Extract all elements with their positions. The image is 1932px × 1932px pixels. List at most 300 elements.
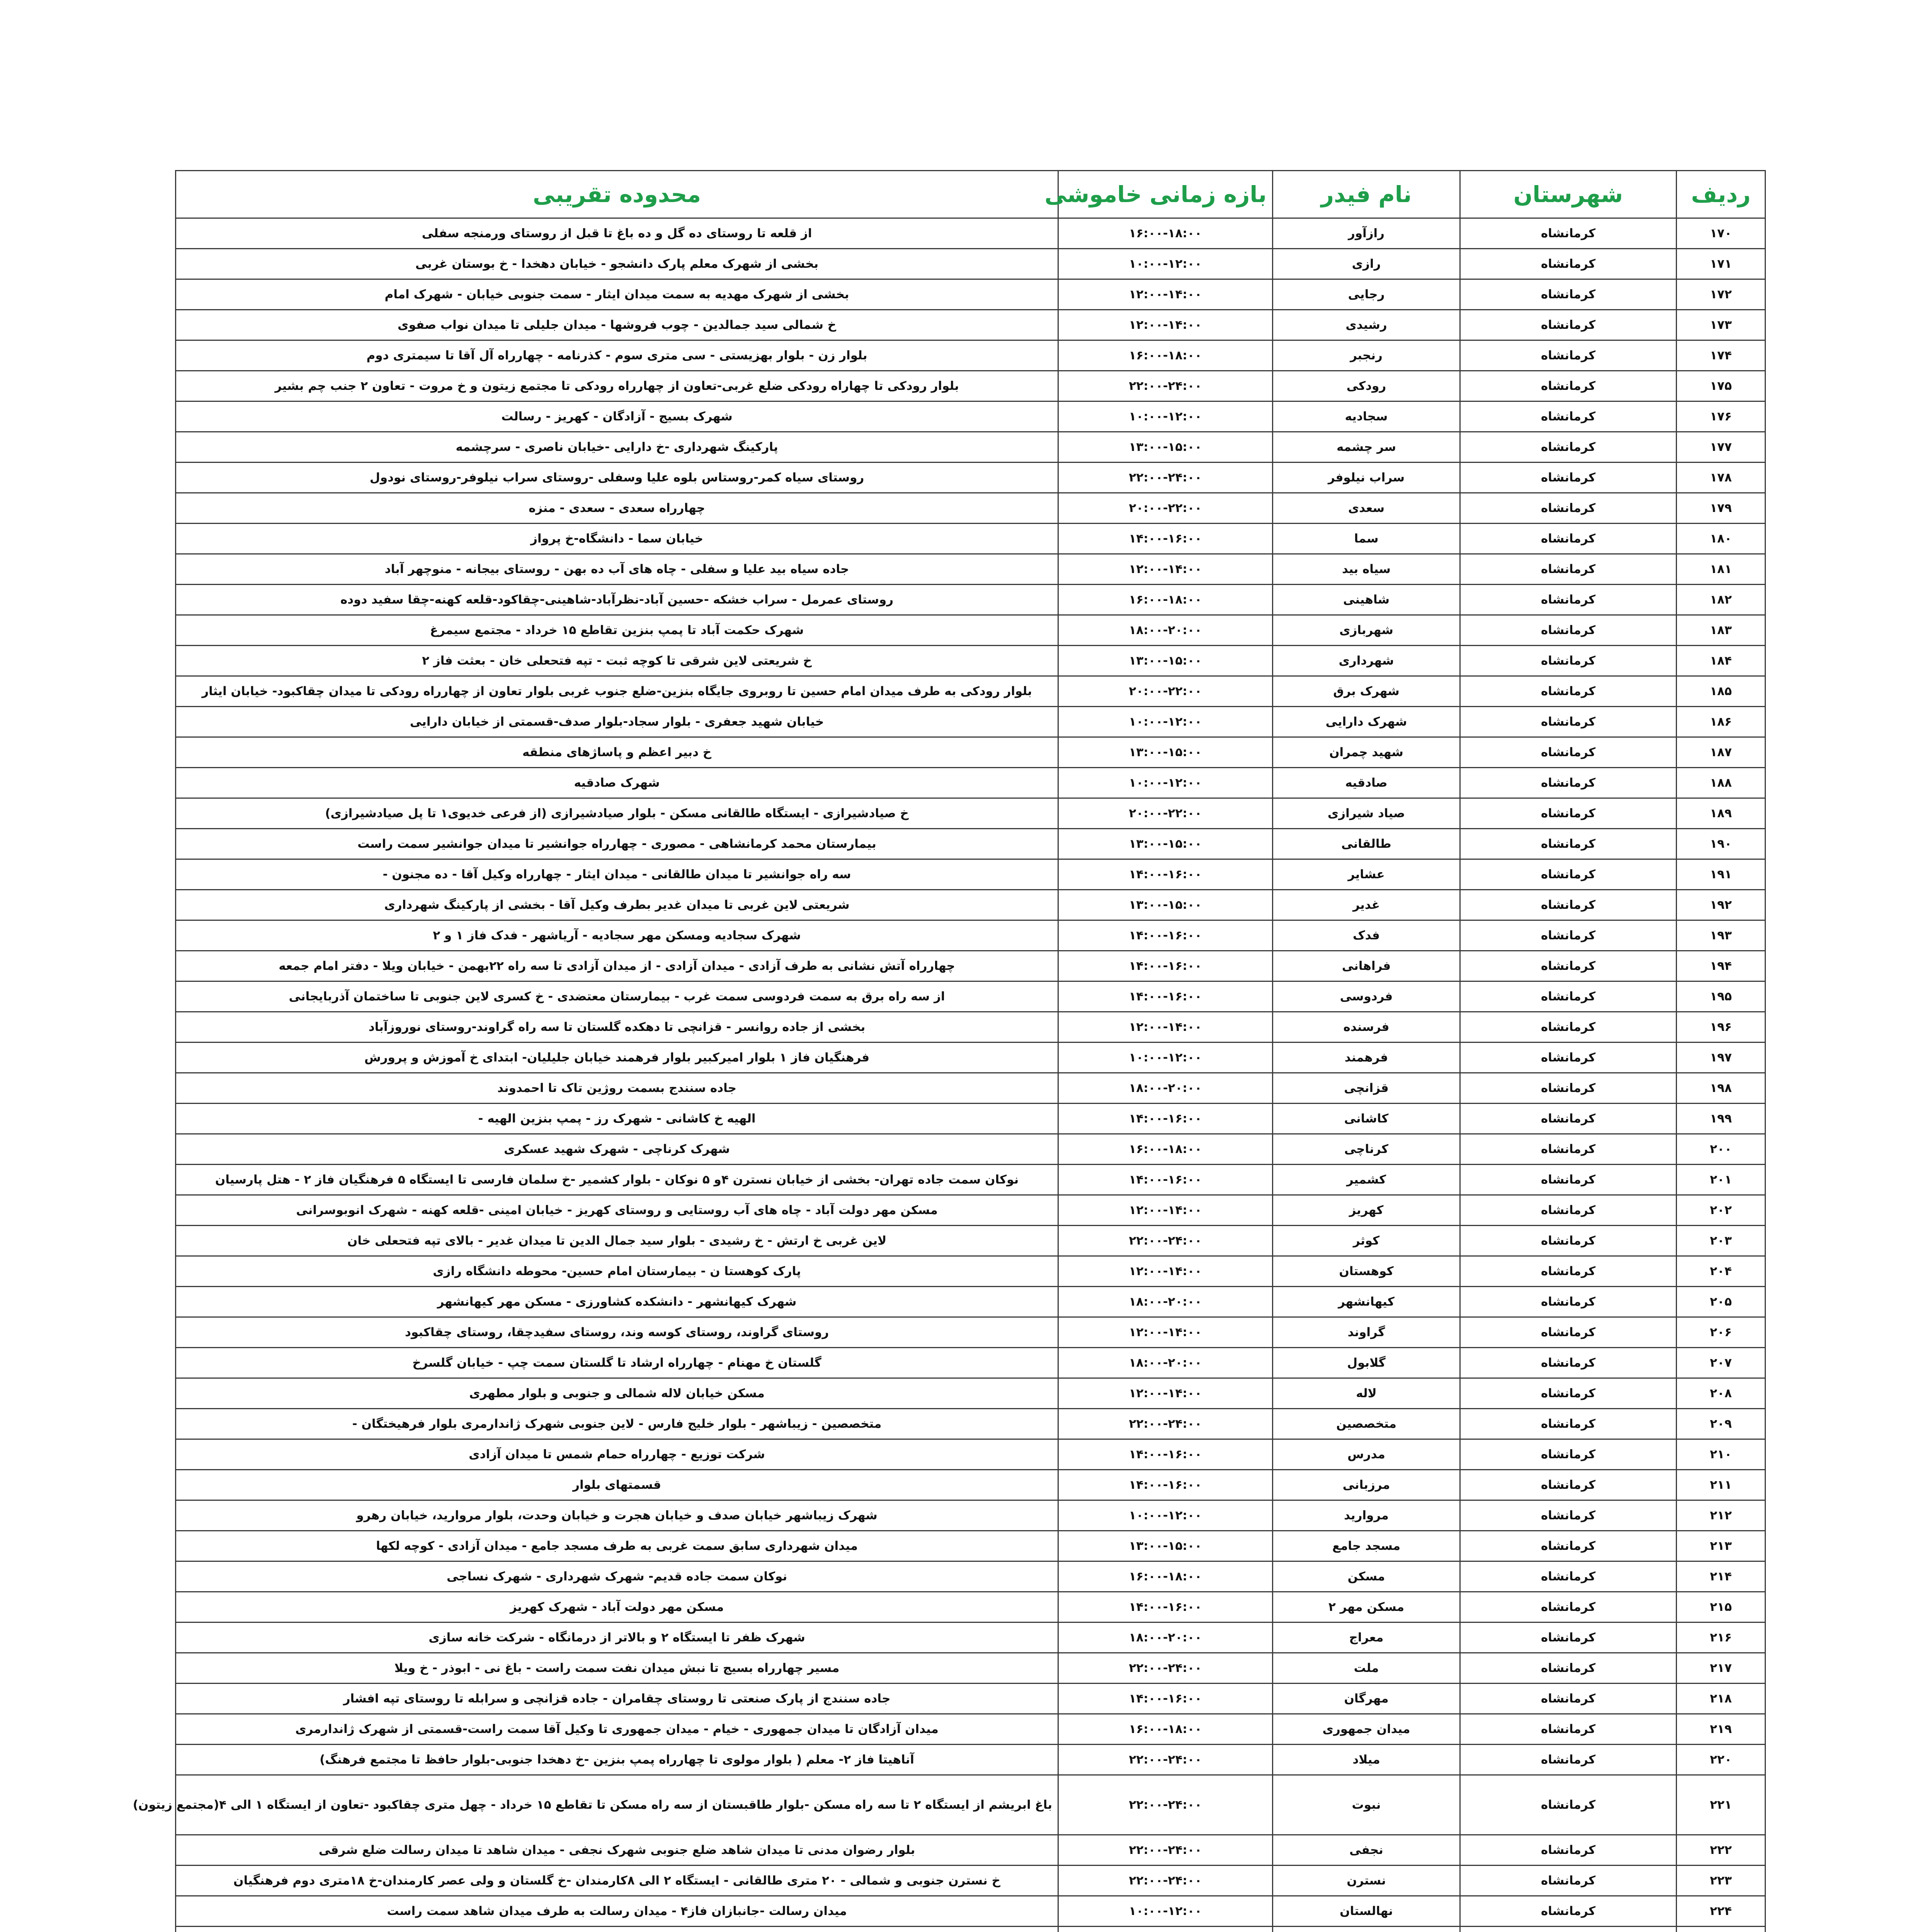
county-cell: کرمانشاه <box>1460 371 1677 401</box>
county-cell: کرمانشاه <box>1460 1378 1677 1409</box>
row-number-cell: ۱۷۳ <box>1677 310 1765 340</box>
table-row <box>176 279 1765 310</box>
outage-time-cell: ۱۳:۰۰-۱۵:۰۰ <box>1058 646 1273 676</box>
table-body <box>133 218 1765 1932</box>
row-number-cell: ۱۸۵ <box>1677 676 1765 707</box>
feeder-name-cell: شهربازی <box>1273 615 1460 646</box>
row-number-cell: ۲۰۵ <box>1677 1287 1765 1317</box>
outage-time-cell: ۱۸:۰۰-۲۰:۰۰ <box>1058 1073 1273 1104</box>
county-cell: کرمانشاه <box>1460 1745 1677 1775</box>
county-cell: کرمانشاه <box>1460 768 1677 798</box>
outage-time-cell: ۱۶:۰۰-۱۸:۰۰ <box>1058 340 1273 371</box>
row-number-cell: ۱۸۹ <box>1677 798 1765 829</box>
county-cell: کرمانشاه <box>1460 463 1677 493</box>
table-row <box>176 1653 1765 1684</box>
table-row <box>176 615 1765 646</box>
county-cell: کرمانشاه <box>1460 890 1677 920</box>
row-number-cell: ۲۲۱ <box>1677 1775 1765 1835</box>
outage-time-cell: ۱۳:۰۰-۱۵:۰۰ <box>1058 890 1273 920</box>
table-row <box>176 1104 1765 1134</box>
county-cell: کرمانشاه <box>1460 1500 1677 1531</box>
approx-area-cell: روستای گراوند، روستای کوسه وند، روستای سفیدچقا، روستای چقاکبود <box>176 1317 1058 1348</box>
outage-time-cell: ۱۳:۰۰-۱۵:۰۰ <box>1058 1531 1273 1561</box>
feeder-name-cell: رازی <box>1273 249 1460 279</box>
feeder-name-cell: رازآور <box>1273 218 1460 249</box>
county-cell: کرمانشاه <box>1460 1622 1677 1653</box>
table-row <box>176 554 1765 585</box>
outage-time-cell: ۱۴:۰۰-۱۶:۰۰ <box>1058 981 1273 1012</box>
county-cell <box>1460 1927 1677 1932</box>
row-number-cell: ۲۰۸ <box>1677 1378 1765 1409</box>
row-number-cell <box>1677 1927 1765 1932</box>
feeder-name-cell: فرهمند <box>1273 1043 1460 1073</box>
feeder-name-cell: کیهانشهر <box>1273 1287 1460 1317</box>
table-row <box>176 1896 1765 1927</box>
outage-time-cell: ۲۲:۰۰-۲۴:۰۰ <box>1058 1653 1273 1684</box>
outage-time-cell: ۱۴:۰۰-۱۶:۰۰ <box>1058 1470 1273 1500</box>
approx-area-cell: پارکینگ شهرداری -خ دارایی -خیابان ناصری - سرچشمه <box>176 432 1058 463</box>
approx-area-cell: خ صیادشیرازی - ایستگاه طالقانی مسکن - بلوار صیادشیرازی (از فرعی خدیوی۱ تا پل صیادشیرازی) <box>176 798 1058 829</box>
county-cell: کرمانشاه <box>1460 1835 1677 1866</box>
county-cell: کرمانشاه <box>1460 1561 1677 1592</box>
approx-area-cell: شهرک صادقیه <box>176 768 1058 798</box>
county-cell: کرمانشاه <box>1460 646 1677 676</box>
feeder-name-cell: نبوت <box>1273 1775 1460 1835</box>
feeder-name-cell: گلابول <box>1273 1348 1460 1378</box>
county-cell: کرمانشاه <box>1460 1165 1677 1195</box>
row-number-cell: ۱۷۸ <box>1677 463 1765 493</box>
approx-area-cell: مسکن خیابان لاله شمالی و جنوبی و بلوار مطهری <box>176 1378 1058 1409</box>
outage-time-cell <box>1058 1927 1273 1932</box>
outage-time-cell: ۱۴:۰۰-۱۶:۰۰ <box>1058 1592 1273 1622</box>
county-cell: کرمانشاه <box>1460 1592 1677 1622</box>
table-row <box>176 1500 1765 1531</box>
table-row <box>176 1195 1765 1226</box>
row-number-cell: ۱۷۹ <box>1677 493 1765 524</box>
row-number-cell: ۱۹۹ <box>1677 1104 1765 1134</box>
table-row <box>176 1165 1765 1195</box>
outage-table <box>133 170 1766 1932</box>
outage-time-cell: ۲۰:۰۰-۲۲:۰۰ <box>1058 493 1273 524</box>
county-cell: کرمانشاه <box>1460 493 1677 524</box>
approx-area-cell: شهرک سجادیه ومسکن مهر سجادیه - آریاشهر - فدک فاز ۱ و ۲ <box>176 920 1058 951</box>
row-number-cell: ۱۸۴ <box>1677 646 1765 676</box>
table-row <box>176 1256 1765 1287</box>
approx-area-cell: جاده سنندج از پارک صنعتی تا روستای چقامران - جاده قزانچی و سرابله تا روستای تپه افشار <box>176 1684 1058 1714</box>
feeder-name-cell: مسکن <box>1273 1561 1460 1592</box>
county-cell: کرمانشاه <box>1460 1409 1677 1439</box>
feeder-name-cell: شهید چمران <box>1273 737 1460 768</box>
table-row <box>176 249 1765 279</box>
feeder-name-cell: شاهینی <box>1273 585 1460 615</box>
approx-area-cell: شهرک کرناچی - شهرک شهید عسکری <box>176 1134 1058 1165</box>
row-number-cell: ۱۹۵ <box>1677 981 1765 1012</box>
row-number-cell: ۲۰۴ <box>1677 1256 1765 1287</box>
county-cell: کرمانشاه <box>1460 707 1677 737</box>
row-number-cell: ۲۱۹ <box>1677 1714 1765 1745</box>
outage-time-cell: ۱۳:۰۰-۱۵:۰۰ <box>1058 737 1273 768</box>
outage-time-cell: ۱۴:۰۰-۱۶:۰۰ <box>1058 920 1273 951</box>
county-cell: کرمانشاه <box>1460 1896 1677 1927</box>
feeder-name-cell: میلاد <box>1273 1745 1460 1775</box>
outage-time-cell: ۱۴:۰۰-۱۶:۰۰ <box>1058 1684 1273 1714</box>
header-outage-time: بازه زمانی خاموشی <box>1058 171 1273 218</box>
table-row <box>176 1684 1765 1714</box>
table-row <box>176 585 1765 615</box>
approx-area-cell <box>176 1927 1058 1932</box>
feeder-name-cell: رنجبر <box>1273 340 1460 371</box>
county-cell: کرمانشاه <box>1460 401 1677 432</box>
feeder-name-cell: نهالستان <box>1273 1896 1460 1927</box>
table-row <box>176 493 1765 524</box>
outage-time-cell: ۱۰:۰۰-۱۲:۰۰ <box>1058 707 1273 737</box>
outage-time-cell: ۱۶:۰۰-۱۸:۰۰ <box>1058 1561 1273 1592</box>
approx-area-cell: شرکت توزیع - چهارراه حمام شمس تا میدان آزادی <box>176 1439 1058 1470</box>
feeder-name-cell: مسجد جامع <box>1273 1531 1460 1561</box>
table-row <box>176 1561 1765 1592</box>
feeder-name-cell: فردوسی <box>1273 981 1460 1012</box>
county-cell: کرمانشاه <box>1460 1714 1677 1745</box>
feeder-name-cell: غدیر <box>1273 890 1460 920</box>
table-row <box>176 1134 1765 1165</box>
approx-area-cell: میدان شهرداری سابق سمت غربی به طرف مسجد جامع - میدان آزادی - کوچه لکها <box>176 1531 1058 1561</box>
table-row <box>176 798 1765 829</box>
outage-time-cell: ۲۲:۰۰-۲۴:۰۰ <box>1058 371 1273 401</box>
row-number-cell: ۲۰۰ <box>1677 1134 1765 1165</box>
outage-time-cell: ۱۰:۰۰-۱۲:۰۰ <box>1058 249 1273 279</box>
feeder-name-cell: لاله <box>1273 1378 1460 1409</box>
approx-area-cell: سه راه جوانشیر تا میدان طالقانی - میدان ایثار - چهارراه وکیل آقا - ده مجنون - <box>176 859 1058 890</box>
row-number-cell: ۲۱۴ <box>1677 1561 1765 1592</box>
county-cell: کرمانشاه <box>1460 1195 1677 1226</box>
table-row <box>176 859 1765 890</box>
outage-time-cell: ۲۲:۰۰-۲۴:۰۰ <box>1058 1409 1273 1439</box>
table-row <box>176 371 1765 401</box>
header-row-number: ردیف <box>1677 171 1765 218</box>
outage-schedule-sheet <box>133 170 1766 1932</box>
table-row <box>176 768 1765 798</box>
feeder-name-cell: رشیدی <box>1273 310 1460 340</box>
feeder-name-cell: فرسنده <box>1273 1012 1460 1043</box>
county-cell: کرمانشاه <box>1460 554 1677 585</box>
outage-time-cell: ۲۲:۰۰-۲۴:۰۰ <box>1058 1226 1273 1256</box>
table-row <box>176 524 1765 554</box>
county-cell: کرمانشاه <box>1460 1317 1677 1348</box>
county-cell: کرمانشاه <box>1460 218 1677 249</box>
outage-time-cell: ۱۲:۰۰-۱۴:۰۰ <box>1058 1012 1273 1043</box>
outage-time-cell: ۲۲:۰۰-۲۴:۰۰ <box>1058 463 1273 493</box>
county-cell: کرمانشاه <box>1460 1043 1677 1073</box>
county-cell: کرمانشاه <box>1460 1256 1677 1287</box>
row-number-cell: ۲۰۱ <box>1677 1165 1765 1195</box>
outage-time-cell: ۱۳:۰۰-۱۵:۰۰ <box>1058 829 1273 859</box>
approx-area-cell: از سه راه برق به سمت فردوسی سمت غرب - بیمارستان معتضدی - خ کسری لاین جنوبی تا ساختمان آذربایجانی <box>176 981 1058 1012</box>
feeder-name-cell: عشایر <box>1273 859 1460 890</box>
table-row <box>176 218 1765 249</box>
row-number-cell: ۱۹۲ <box>1677 890 1765 920</box>
county-cell: کرمانشاه <box>1460 1226 1677 1256</box>
row-number-cell: ۱۸۶ <box>1677 707 1765 737</box>
approx-area-cell: مسکن مهر دولت آباد - چاه های آب روستایی و روستای کهریز - خیابان امینی -قلعه کهنه - شهرک انوبوسرانی <box>176 1195 1058 1226</box>
approx-area-cell: فرهنگیان فاز ۱ بلوار امیرکبیر بلوار فرهمند خیابان جلیلیان- ابتدای خ آموزش و پرورش <box>176 1043 1058 1073</box>
outage-time-cell: ۱۶:۰۰-۱۸:۰۰ <box>1058 218 1273 249</box>
feeder-name-cell: گراوند <box>1273 1317 1460 1348</box>
row-number-cell: ۲۰۳ <box>1677 1226 1765 1256</box>
feeder-name-cell: فراهانی <box>1273 951 1460 981</box>
approx-area-cell: روستای سیاه کمر-روستاس بلوه علیا وسفلی -روستای سراب نیلوفر-روستای نودول <box>176 463 1058 493</box>
county-cell: کرمانشاه <box>1460 1531 1677 1561</box>
outage-time-cell: ۱۸:۰۰-۲۰:۰۰ <box>1058 1287 1273 1317</box>
approx-area-cell: جاده سنندج بسمت روژین تاک تا احمدوند <box>176 1073 1058 1104</box>
outage-time-cell: ۱۶:۰۰-۱۸:۰۰ <box>1058 585 1273 615</box>
approx-area-cell: جاده سیاه بید علیا و سفلی - چاه های آب ده بهن - روستای بیجانه - منوچهر آباد <box>176 554 1058 585</box>
row-number-cell: ۱۷۰ <box>1677 218 1765 249</box>
feeder-name-cell: مدرس <box>1273 1439 1460 1470</box>
approx-area-cell: بلوار زن - بلوار بهزیستی - سی متری سوم - کذرنامه - چهارراه آل آقا تا سیمتری دوم <box>176 340 1058 371</box>
county-cell: کرمانشاه <box>1460 829 1677 859</box>
outage-time-cell: ۱۴:۰۰-۱۶:۰۰ <box>1058 1439 1273 1470</box>
table-row <box>176 310 1765 340</box>
table-row <box>176 646 1765 676</box>
outage-time-cell: ۲۲:۰۰-۲۴:۰۰ <box>1058 1775 1273 1835</box>
outage-time-cell: ۱۰:۰۰-۱۲:۰۰ <box>1058 768 1273 798</box>
county-cell: کرمانشاه <box>1460 1439 1677 1470</box>
outage-time-cell: ۱۸:۰۰-۲۰:۰۰ <box>1058 615 1273 646</box>
row-number-cell: ۱۷۲ <box>1677 279 1765 310</box>
row-number-cell: ۲۲۳ <box>1677 1866 1765 1896</box>
outage-time-cell: ۲۲:۰۰-۲۴:۰۰ <box>1058 1866 1273 1896</box>
outage-time-cell: ۲۰:۰۰-۲۲:۰۰ <box>1058 798 1273 829</box>
row-number-cell: ۱۹۴ <box>1677 951 1765 981</box>
table-row <box>176 1775 1765 1835</box>
county-cell: کرمانشاه <box>1460 249 1677 279</box>
header-county: شهرستان <box>1460 171 1677 218</box>
feeder-name-cell: سر چشمه <box>1273 432 1460 463</box>
outage-time-cell: ۱۲:۰۰-۱۴:۰۰ <box>1058 1195 1273 1226</box>
feeder-name-cell: ملت <box>1273 1653 1460 1684</box>
feeder-name-cell: سما <box>1273 524 1460 554</box>
row-number-cell: ۱۸۰ <box>1677 524 1765 554</box>
feeder-name-cell: نسترن <box>1273 1866 1460 1896</box>
row-number-cell: ۱۷۵ <box>1677 371 1765 401</box>
outage-time-cell: ۱۴:۰۰-۱۶:۰۰ <box>1058 859 1273 890</box>
county-cell: کرمانشاه <box>1460 1012 1677 1043</box>
table-row <box>176 1409 1765 1439</box>
row-number-cell: ۲۰۲ <box>1677 1195 1765 1226</box>
table-row <box>176 1348 1765 1378</box>
table-row <box>176 920 1765 951</box>
row-number-cell: ۲۱۸ <box>1677 1684 1765 1714</box>
approx-area-cell: پارک کوهستا ن - بیمارستان امام حسین- محوطه دانشگاه رازی <box>176 1256 1058 1287</box>
feeder-name-cell: سراب نیلوفر <box>1273 463 1460 493</box>
row-number-cell: ۱۹۸ <box>1677 1073 1765 1104</box>
table-row <box>176 1073 1765 1104</box>
table-row <box>176 829 1765 859</box>
row-number-cell: ۱۹۳ <box>1677 920 1765 951</box>
row-number-cell: ۲۰۹ <box>1677 1409 1765 1439</box>
feeder-name-cell: متخصصین <box>1273 1409 1460 1439</box>
county-cell: کرمانشاه <box>1460 585 1677 615</box>
outage-time-cell: ۲۲:۰۰-۲۴:۰۰ <box>1058 1835 1273 1866</box>
outage-time-cell: ۱۳:۰۰-۱۵:۰۰ <box>1058 432 1273 463</box>
feeder-name-cell: سیاه بید <box>1273 554 1460 585</box>
county-cell: کرمانشاه <box>1460 676 1677 707</box>
approx-area-cell: بخشی از شهرک مهدیه به سمت میدان ایثار - سمت جنوبی خیابان - شهرک امام <box>176 279 1058 310</box>
county-cell: کرمانشاه <box>1460 798 1677 829</box>
approx-area-cell: قسمتهای بلوار <box>176 1470 1058 1500</box>
header-feeder-name: نام فیدر <box>1273 171 1460 218</box>
feeder-name-cell: کشمیر <box>1273 1165 1460 1195</box>
approx-area-cell: بخشی از جاده روانسر - قزانچی تا دهکده گلستان تا سه راه گراوند-روستای نوروزآباد <box>176 1012 1058 1043</box>
outage-time-cell: ۲۲:۰۰-۲۴:۰۰ <box>1058 1745 1273 1775</box>
table-row <box>176 1835 1765 1866</box>
row-number-cell: ۱۷۱ <box>1677 249 1765 279</box>
approx-area-cell: شهرک زیباشهر خیابان صدف و خیابان هجرت و خیابان وحدت، بلوار مروارید، خیابان رهرو <box>176 1500 1058 1531</box>
approx-area-cell: بخشی از شهرک معلم پارک دانشجو - خیابان دهخدا - خ بوستان غربی <box>176 249 1058 279</box>
county-cell: کرمانشاه <box>1460 1348 1677 1378</box>
approx-area-cell: خ شریعتی لاین شرقی تا کوچه ثبت - تپه فتحعلی خان - بعثت فاز ۲ <box>176 646 1058 676</box>
row-number-cell: ۱۷۶ <box>1677 401 1765 432</box>
table-row <box>176 401 1765 432</box>
county-cell: کرمانشاه <box>1460 1684 1677 1714</box>
approx-area-cell: لاین غربی خ ارتش - خ رشیدی - بلوار سید جمال الدین تا میدان غدیر - بالای تپه فتحعلی خان <box>176 1226 1058 1256</box>
county-cell: کرمانشاه <box>1460 340 1677 371</box>
table-row <box>176 1622 1765 1653</box>
outage-time-cell: ۱۴:۰۰-۱۶:۰۰ <box>1058 1165 1273 1195</box>
approx-area-cell: خ نسترن جنوبی و شمالی - ۲۰ متری طالقانی - ایستگاه ۲ الی ۸کارمندان -خ گلستان و ولی عصر کارمندان-خ ۱۸متری دوم فرهنگیان <box>176 1866 1058 1896</box>
outage-time-cell: ۱۲:۰۰-۱۴:۰۰ <box>1058 1317 1273 1348</box>
table-row <box>176 890 1765 920</box>
row-number-cell: ۲۱۲ <box>1677 1500 1765 1531</box>
table-row <box>176 951 1765 981</box>
county-cell: کرمانشاه <box>1460 1866 1677 1896</box>
county-cell: کرمانشاه <box>1460 1104 1677 1134</box>
approx-area-cell: متخصصین - زیباشهر - بلوار خلیج فارس - لاین جنوبی شهرک ژاندارمری بلوار فرهیختگان - <box>176 1409 1058 1439</box>
row-number-cell: ۱۷۷ <box>1677 432 1765 463</box>
approx-area-cell: شهرک حکمت آباد تا پمپ بنزین تقاطع ۱۵ خرداد - مجتمع سیمرغ <box>176 615 1058 646</box>
feeder-name-cell: مسکن مهر ۲ <box>1273 1592 1460 1622</box>
table-row <box>176 707 1765 737</box>
approx-area-cell: بلوار رودکی تا چهاراه رودکی ضلع غربی-تعاون از چهارراه رودکی تا مجتمع زیتون و خ مروت - تعاون ۲ جنب چم بشیر <box>176 371 1058 401</box>
row-number-cell: ۲۱۵ <box>1677 1592 1765 1622</box>
approx-area-cell: بلوار رودکی به طرف میدان امام حسین تا روبروی جایگاه بنزین-ضلع جنوب غربی بلوار تعاون از چهارراه رودکی تا میدان چقاکبود- خیابان ایثار <box>176 676 1058 707</box>
row-number-cell: ۱۸۱ <box>1677 554 1765 585</box>
outage-time-cell: ۱۰:۰۰-۱۲:۰۰ <box>1058 1043 1273 1073</box>
outage-time-cell: ۱۲:۰۰-۱۴:۰۰ <box>1058 279 1273 310</box>
feeder-name-cell: کاشانی <box>1273 1104 1460 1134</box>
outage-time-cell: ۲۰:۰۰-۲۲:۰۰ <box>1058 676 1273 707</box>
approx-area-cell: شهرک کیهانشهر - دانشکده کشاورزی - مسکن مهر کیهانشهر <box>176 1287 1058 1317</box>
county-cell: کرمانشاه <box>1460 524 1677 554</box>
feeder-name-cell <box>1273 1927 1460 1932</box>
table-row <box>176 432 1765 463</box>
row-number-cell: ۲۲۰ <box>1677 1745 1765 1775</box>
feeder-name-cell: معراج <box>1273 1622 1460 1653</box>
approx-area-cell: باغ ابریشم از ایستگاه ۲ تا سه راه مسکن -بلوار طاقبستان از سه راه مسکن تا تقاطع ۱۵ خرداد - چهل متری چقاکبود -تعاون از ایستگاه ۱ الی ۴(مجتمع زیتون) <box>176 1775 1058 1835</box>
table-row <box>176 676 1765 707</box>
county-cell: کرمانشاه <box>1460 1073 1677 1104</box>
feeder-name-cell: صادقیه <box>1273 768 1460 798</box>
row-number-cell: ۲۱۳ <box>1677 1531 1765 1561</box>
table-row <box>176 981 1765 1012</box>
outage-time-cell: ۱۶:۰۰-۱۸:۰۰ <box>1058 1714 1273 1745</box>
feeder-name-cell: کرناچی <box>1273 1134 1460 1165</box>
county-cell: کرمانشاه <box>1460 432 1677 463</box>
row-number-cell: ۱۸۳ <box>1677 615 1765 646</box>
county-cell: کرمانشاه <box>1460 981 1677 1012</box>
feeder-name-cell: نجفی <box>1273 1835 1460 1866</box>
county-cell: کرمانشاه <box>1460 920 1677 951</box>
approx-area-cell: روستای عمرمل - سراب خشکه -حسین آباد-نظرآباد-شاهینی-چقاکود-قلعه کهنه-چقا سفید دوده <box>176 585 1058 615</box>
approx-area-cell: بیمارستان محمد کرمانشاهی - مصوری - چهارراه جوانشیر تا میدان جوانشیر سمت راست <box>176 829 1058 859</box>
approx-area-cell: خیابان شهید جعفری - بلوار سجاد-بلوار صدف-قسمتی از خیابان دارایی <box>176 707 1058 737</box>
approx-area-cell: بلوار رضوان مدنی تا میدان شاهد ضلع جنوبی شهرک نجفی - میدان شاهد تا میدان رسالت ضلع شرقی <box>176 1835 1058 1866</box>
feeder-name-cell: میدان جمهوری <box>1273 1714 1460 1745</box>
feeder-name-cell: سعدی <box>1273 493 1460 524</box>
feeder-name-cell: رجایی <box>1273 279 1460 310</box>
row-number-cell: ۲۱۰ <box>1677 1439 1765 1470</box>
table-row <box>176 1866 1765 1896</box>
outage-time-cell: ۱۲:۰۰-۱۴:۰۰ <box>1058 1256 1273 1287</box>
approx-area-cell: میدان آزادگان تا میدان جمهوری - خیام - میدان جمهوری تا وکیل آقا سمت راست-قسمتی از شهرک ژاندارمری <box>176 1714 1058 1745</box>
outage-time-cell: ۱۲:۰۰-۱۴:۰۰ <box>1058 554 1273 585</box>
row-number-cell: ۲۲۲ <box>1677 1835 1765 1866</box>
approx-area-cell: الهیه خ کاشانی - شهرک رز - پمپ بنزین الهیه - <box>176 1104 1058 1134</box>
feeder-name-cell: شهرک دارایی <box>1273 707 1460 737</box>
table-row <box>176 1043 1765 1073</box>
row-number-cell: ۱۹۶ <box>1677 1012 1765 1043</box>
outage-time-cell: ۱۴:۰۰-۱۶:۰۰ <box>1058 524 1273 554</box>
table-row <box>176 1470 1765 1500</box>
row-number-cell: ۲۱۱ <box>1677 1470 1765 1500</box>
feeder-name-cell: شهرک برق <box>1273 676 1460 707</box>
table-row <box>176 1012 1765 1043</box>
table-row <box>176 1317 1765 1348</box>
table-row <box>176 1226 1765 1256</box>
row-number-cell: ۱۹۷ <box>1677 1043 1765 1073</box>
table-row <box>176 1714 1765 1745</box>
feeder-name-cell: رودکی <box>1273 371 1460 401</box>
row-number-cell: ۱۷۴ <box>1677 340 1765 371</box>
table-row <box>176 340 1765 371</box>
feeder-name-cell: کوثر <box>1273 1226 1460 1256</box>
header-approx-area: محدوده تقریبی <box>176 171 1058 218</box>
row-number-cell: ۲۰۷ <box>1677 1348 1765 1378</box>
feeder-name-cell: قزانچی <box>1273 1073 1460 1104</box>
table-row <box>176 1927 1765 1932</box>
feeder-name-cell: مهرگان <box>1273 1684 1460 1714</box>
table-row <box>176 1439 1765 1470</box>
table-row <box>176 1745 1765 1775</box>
table-row <box>176 1287 1765 1317</box>
table-row <box>176 1378 1765 1409</box>
row-number-cell: ۱۸۸ <box>1677 768 1765 798</box>
county-cell: کرمانشاه <box>1460 1134 1677 1165</box>
table-row <box>176 463 1765 493</box>
row-number-cell: ۱۸۷ <box>1677 737 1765 768</box>
county-cell: کرمانشاه <box>1460 1775 1677 1835</box>
outage-time-cell: ۱۰:۰۰-۱۲:۰۰ <box>1058 1500 1273 1531</box>
outage-time-cell: ۱۰:۰۰-۱۲:۰۰ <box>1058 401 1273 432</box>
county-cell: کرمانشاه <box>1460 737 1677 768</box>
approx-area-cell: نوکان سمت جاده تهران- بخشی از خیابان نسترن ۴و ۵ نوکان - بلوار کشمیر -خ سلمان فارسی تا ایستگاه ۵ فرهنگیان فاز ۲ - هتل پارسیان <box>176 1165 1058 1195</box>
table-header <box>176 171 1765 218</box>
county-cell: کرمانشاه <box>1460 1653 1677 1684</box>
feeder-name-cell: شهرداری <box>1273 646 1460 676</box>
county-cell: کرمانشاه <box>1460 279 1677 310</box>
feeder-name-cell: فدک <box>1273 920 1460 951</box>
outage-time-cell: ۱۲:۰۰-۱۴:۰۰ <box>1058 310 1273 340</box>
